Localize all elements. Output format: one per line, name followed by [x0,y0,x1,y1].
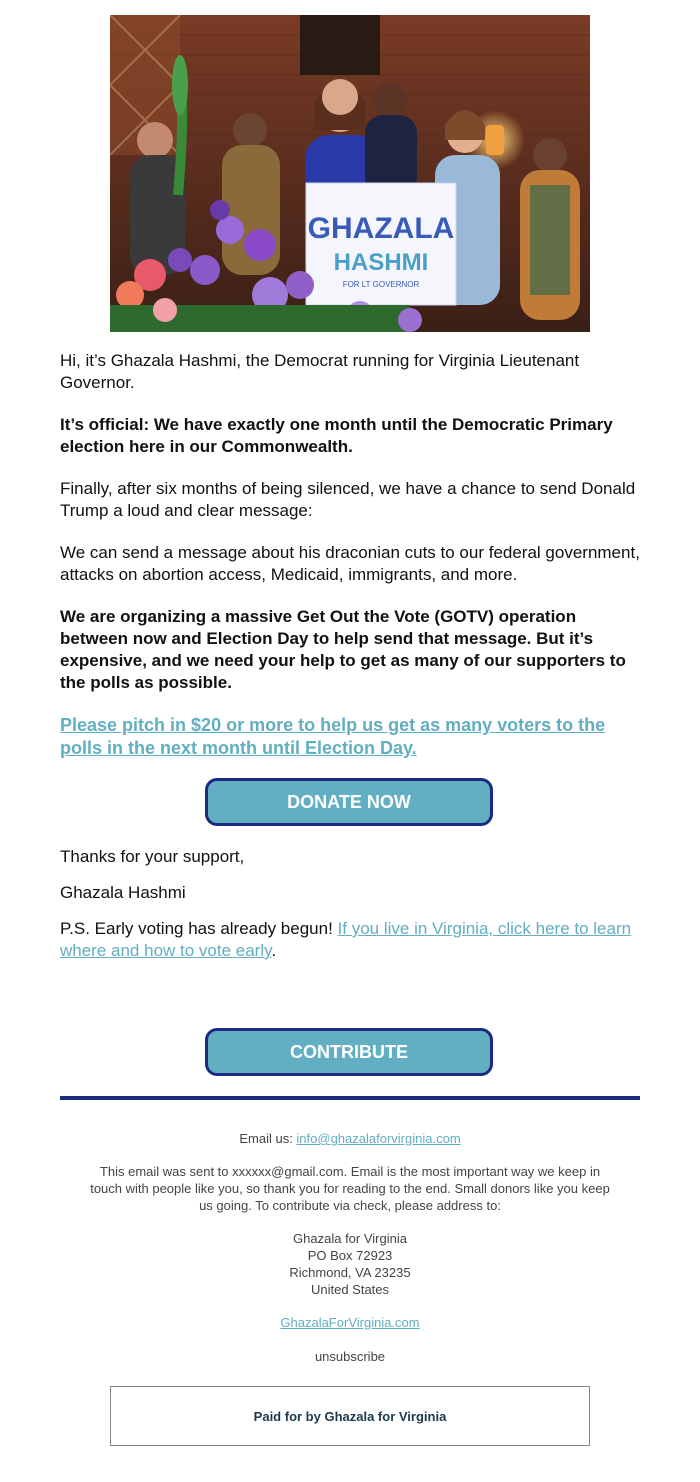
footer-email-line [60,1130,640,1147]
footer-divider [60,1096,640,1100]
message-paragraph: We can send a message about his draconian cuts to our federal government, attacks on abortion access, Medicaid, immigrants, and more. [60,543,640,584]
email-label: Email us: [239,1131,297,1146]
ps-paragraph [60,918,642,962]
sign-name-text: GHAZALA [307,212,455,245]
finally-paragraph: Finally, after six months of being silenced, we have a chance to send Donald Trump a loud and clear message: [60,479,636,520]
address-line: PO Box 72923 [307,1248,393,1263]
mailing-address [60,1230,640,1298]
thanks-text: Thanks for your support, [60,847,245,866]
ps-suffix: . [271,941,277,960]
donate-now-button[interactable]: DONATE NOW [205,778,493,826]
pitch-in-link[interactable]: Please pitch in $20 or more to help us get as many voters to the polls in the next month until Election Day. [60,715,606,758]
ps-prefix: P.S. Early voting has already begun! [60,919,338,938]
paid-for-disclaimer: Paid for by Ghazala for Virginia [110,1386,590,1446]
address-line: Ghazala for Virginia [293,1231,407,1246]
organizing-paragraph: We are organizing a massive Get Out the Vote (GOTV) operation between now and Election Day to help send that message. But it’s expensive, and we need your help to get as many of our supporters to the polls as possible. [60,607,626,692]
sign-office-text: FOR LT GOVERNOR [342,280,420,289]
sign-surname-text: HASHMI [333,249,429,276]
contribute-button[interactable]: CONTRIBUTE [205,1028,493,1076]
rally-photo-illustration [110,15,590,332]
address-line: Richmond, VA 23235 [289,1265,411,1280]
hero-photo [110,15,590,332]
website-link[interactable]: GhazalaForVirginia.com [280,1315,420,1330]
unsubscribe-link[interactable]: unsubscribe [314,1349,386,1364]
closing-section [60,846,642,962]
address-line: United States [310,1282,390,1297]
official-paragraph: It’s official: We have exactly one month until the Democratic Primary election here in our Commonwealth. [60,415,613,456]
signature-text: Ghazala Hashmi [60,883,186,902]
vote-early-link[interactable]: If you live in Virginia, click here to learn where and how to vote early [60,919,632,960]
email-body [60,350,642,780]
footer-notice: This email was sent to xxxxxx@gmail.com. Email is the most important way we keep in touch with people like you, so thank you for reading to the end. Small donors like you keep us going. To contribute via check, please address to: [90,1164,610,1213]
contact-email-link[interactable]: info@ghazalaforvirginia.com [296,1131,461,1146]
intro-paragraph: Hi, it’s Ghazala Hashmi, the Democrat running for Virginia Lieutenant Governor. [60,351,580,392]
